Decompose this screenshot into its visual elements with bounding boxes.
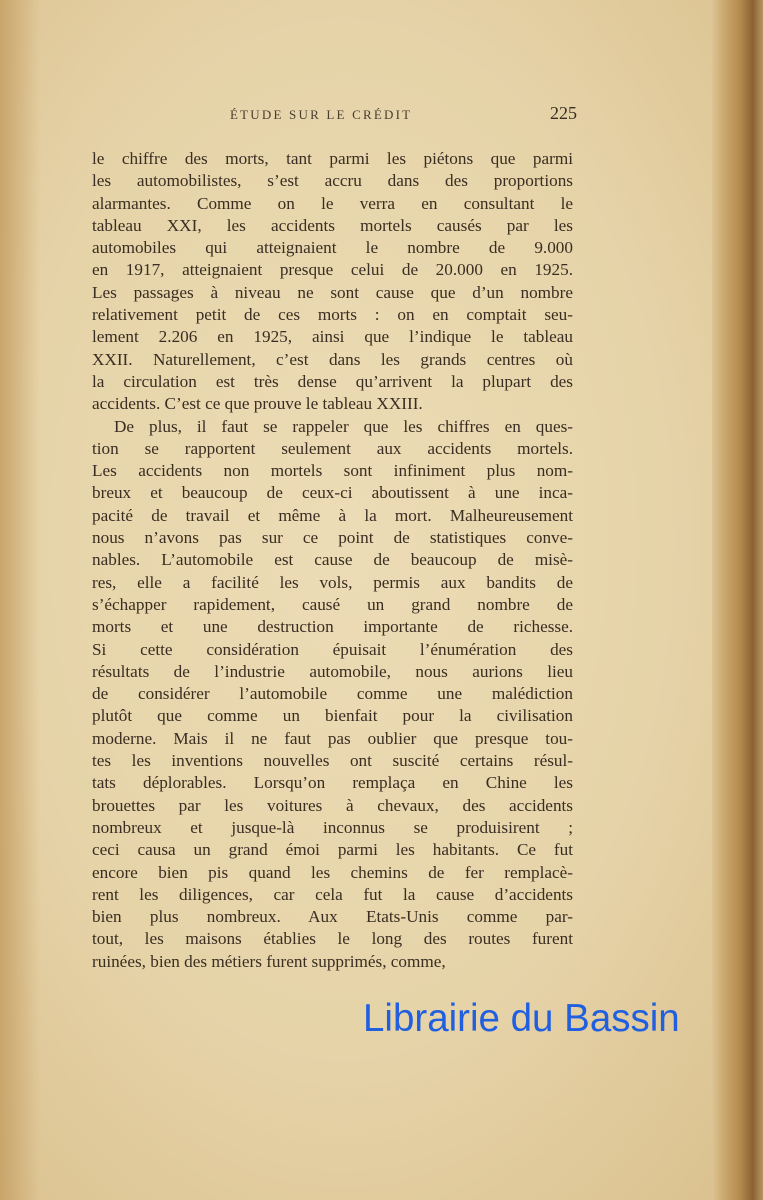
text-line: nous n’avons pas sur ce point de statistiques conve- <box>92 528 573 548</box>
text-line: Les passages à niveau ne sont cause que d’un nombre <box>92 282 573 302</box>
text-line: res, elle a facilité les vols, permis aux bandits de <box>92 572 573 592</box>
text-line: tion se rapportent seulement aux accidents mortels. <box>92 438 573 458</box>
text-line: brouettes par les voitures à chevaux, des accidents <box>92 795 573 815</box>
watermark: Librairie du Bassin <box>363 997 680 1040</box>
text-line: breux et beaucoup de ceux-ci aboutissent à une inca- <box>92 483 573 503</box>
text-line: bien plus nombreux. Aux Etats-Unis comme par- <box>92 907 573 927</box>
text-line: les automobilistes, s’est accru dans des proportions <box>92 171 573 191</box>
running-title: ÉTUDE SUR LE CRÉDIT <box>230 107 413 122</box>
text-line: le chiffre des morts, tant parmi les piétons que parmi <box>92 149 573 168</box>
text-line: accidents. C’est ce que prouve le tableau XXIII. <box>92 394 423 414</box>
text-line: De plus, il faut se rappeler que les chiffres en ques- <box>114 416 573 436</box>
page-left-edge-shadow <box>0 0 40 1200</box>
text-line: ceci causa un grand émoi parmi les habitants. Ce fut <box>92 840 573 860</box>
text-line: alarmantes. Comme on le verra en consultant le <box>92 193 573 213</box>
text-line: moderne. Mais il ne faut pas oublier que presque tou- <box>92 728 573 748</box>
text-line: tableau XXI, les accidents mortels causés par les <box>92 215 573 235</box>
text-line: ruinées, bien des métiers furent supprimés, comme, <box>92 951 446 971</box>
book-page-edges <box>712 0 763 1200</box>
page-header <box>92 103 577 127</box>
text-line: pacité de travail et même à la mort. Malheureusement <box>92 505 573 525</box>
body-text <box>92 148 573 973</box>
text-line: Les accidents non mortels sont infiniment plus nom- <box>92 461 573 481</box>
text-line: encore bien pis quand les chemins de fer remplacè- <box>92 862 573 882</box>
text-line: XXII. Naturellement, c’est dans les grands centres où <box>92 349 573 369</box>
page-number: 225 <box>550 103 577 123</box>
text-line: s’échapper rapidement, causé un grand nombre de <box>92 594 573 614</box>
text-line: tes les inventions nouvelles ont suscité certains résul- <box>92 751 573 771</box>
text-line: nombreux et jusque-là inconnus se produisirent ; <box>92 817 573 837</box>
text-line: Si cette considération épuisait l’énumération des <box>92 639 573 659</box>
text-line: en 1917, atteignaient presque celui de 20.000 en 1925. <box>92 260 573 280</box>
text-line: rent les diligences, car cela fut la cause d’accidents <box>92 884 573 904</box>
text-line: tout, les maisons établies le long des routes furent <box>92 929 573 949</box>
text-line: relativement petit de ces morts : on en comptait seu- <box>92 305 573 325</box>
text-line: lement 2.206 en 1925, ainsi que l’indique le tableau <box>92 327 573 347</box>
text-line: nables. L’automobile est cause de beaucoup de misè- <box>92 550 573 570</box>
text-line: tats déplorables. Lorsqu’on remplaça en Chine les <box>92 773 573 793</box>
text-line: résultats de l’industrie automobile, nous aurions lieu <box>92 661 573 681</box>
text-line: de considérer l’automobile comme une malédiction <box>92 684 573 704</box>
text-line: la circulation est très dense qu’arrivent la plupart des <box>92 371 573 391</box>
text-line: automobiles qui atteignaient le nombre de 9.000 <box>92 238 573 258</box>
text-line: morts et une destruction importante de richesse. <box>92 617 573 637</box>
text-line: plutôt que comme un bienfait pour la civilisation <box>92 706 573 726</box>
